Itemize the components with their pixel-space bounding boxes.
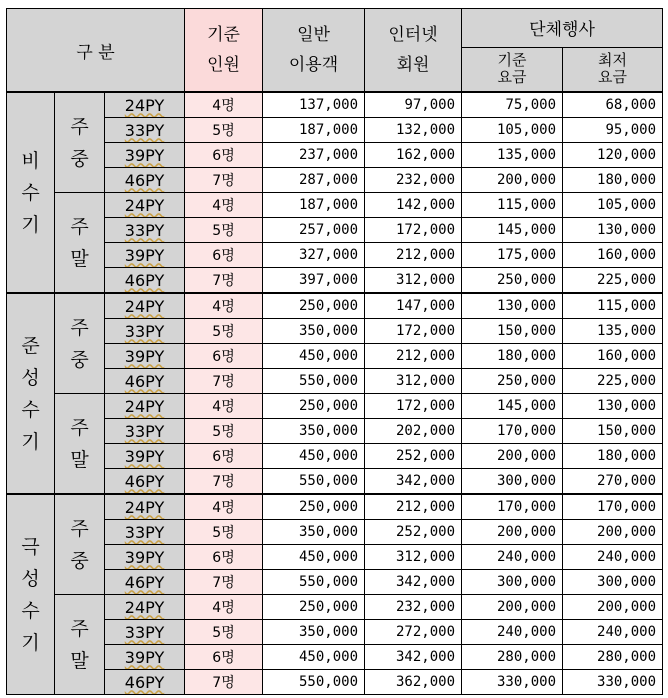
internet-rate-cell: 362,000 bbox=[365, 670, 462, 695]
group-base-rate-cell: 200,000 bbox=[462, 168, 563, 193]
group-min-rate-cell: 150,000 bbox=[563, 419, 663, 444]
season-label-char: 비 bbox=[21, 149, 40, 172]
season-label bbox=[7, 494, 55, 695]
group-min-rate-cell: 240,000 bbox=[563, 620, 663, 645]
internet-rate-cell: 272,000 bbox=[365, 620, 462, 645]
base-people-cell: 5명 bbox=[185, 620, 263, 645]
table-row bbox=[7, 670, 663, 695]
internet-rate-cell: 252,000 bbox=[365, 520, 462, 545]
table-row bbox=[7, 243, 663, 268]
room-size-cell: 33PY bbox=[105, 118, 185, 143]
season-label-char: 기 bbox=[21, 430, 40, 453]
group-base-rate-cell: 300,000 bbox=[462, 570, 563, 595]
room-size-cell: 46PY bbox=[105, 168, 185, 193]
group-base-rate-cell: 200,000 bbox=[462, 520, 563, 545]
base-people-cell: 5명 bbox=[185, 218, 263, 243]
table-row bbox=[7, 545, 663, 570]
period-label-char: 주 bbox=[70, 517, 89, 540]
table-row bbox=[7, 620, 663, 645]
general-rate-cell: 237,000 bbox=[263, 143, 365, 168]
period-label-char: 주 bbox=[70, 416, 89, 439]
room-size-cell: 24PY bbox=[105, 595, 185, 620]
group-base-rate-cell: 300,000 bbox=[462, 469, 563, 495]
internet-rate-cell: 172,000 bbox=[365, 319, 462, 344]
group-min-rate-cell: 330,000 bbox=[563, 670, 663, 695]
room-size-cell: 24PY bbox=[105, 293, 185, 319]
table-row bbox=[7, 394, 663, 419]
group-base-rate-cell: 180,000 bbox=[462, 344, 563, 369]
table-row bbox=[7, 268, 663, 294]
base-people-cell: 7명 bbox=[185, 268, 263, 294]
table-row bbox=[7, 92, 663, 118]
period-label-char: 중 bbox=[70, 348, 89, 371]
season-label-char: 극 bbox=[21, 535, 40, 558]
season-label-char: 수 bbox=[21, 398, 40, 421]
period-label-char: 말 bbox=[70, 448, 89, 471]
table-row bbox=[7, 118, 663, 143]
internet-rate-cell: 212,000 bbox=[365, 344, 462, 369]
room-size-cell: 24PY bbox=[105, 92, 185, 118]
header-group-min-line2: 요금 bbox=[598, 68, 628, 87]
base-people-cell: 7명 bbox=[185, 369, 263, 394]
header-group-base bbox=[462, 47, 563, 92]
internet-rate-cell: 232,000 bbox=[365, 168, 462, 193]
rate-table bbox=[6, 8, 663, 695]
internet-rate-cell: 312,000 bbox=[365, 268, 462, 294]
base-people-cell: 5명 bbox=[185, 319, 263, 344]
group-base-rate-cell: 250,000 bbox=[462, 369, 563, 394]
period-label-char: 중 bbox=[70, 147, 89, 170]
base-people-cell: 6명 bbox=[185, 545, 263, 570]
table-row bbox=[7, 143, 663, 168]
room-size-cell: 24PY bbox=[105, 494, 185, 520]
group-base-rate-cell: 175,000 bbox=[462, 243, 563, 268]
group-base-rate-cell: 240,000 bbox=[462, 620, 563, 645]
group-min-rate-cell: 115,000 bbox=[563, 293, 663, 319]
table-row bbox=[7, 444, 663, 469]
base-people-cell: 7명 bbox=[185, 168, 263, 193]
base-people-cell: 4명 bbox=[185, 193, 263, 218]
group-base-rate-cell: 145,000 bbox=[462, 218, 563, 243]
base-people-cell: 6명 bbox=[185, 143, 263, 168]
base-people-cell: 6명 bbox=[185, 645, 263, 670]
period-label bbox=[55, 92, 105, 193]
season-label-char: 수 bbox=[21, 181, 40, 204]
group-min-rate-cell: 225,000 bbox=[563, 369, 663, 394]
general-rate-cell: 187,000 bbox=[263, 118, 365, 143]
header-category: 구 분 bbox=[7, 9, 185, 93]
header-base-people bbox=[185, 9, 263, 93]
internet-rate-cell: 97,000 bbox=[365, 92, 462, 118]
header-internet bbox=[365, 9, 462, 93]
internet-rate-cell: 312,000 bbox=[365, 369, 462, 394]
period-label-char: 주 bbox=[70, 316, 89, 339]
internet-rate-cell: 232,000 bbox=[365, 595, 462, 620]
room-size-cell: 39PY bbox=[105, 344, 185, 369]
room-size-cell: 46PY bbox=[105, 268, 185, 294]
general-rate-cell: 550,000 bbox=[263, 369, 365, 394]
room-size-cell: 46PY bbox=[105, 369, 185, 394]
group-base-rate-cell: 250,000 bbox=[462, 268, 563, 294]
period-label-char: 말 bbox=[70, 247, 89, 270]
general-rate-cell: 550,000 bbox=[263, 469, 365, 495]
internet-rate-cell: 212,000 bbox=[365, 494, 462, 520]
group-base-rate-cell: 135,000 bbox=[462, 143, 563, 168]
base-people-cell: 5명 bbox=[185, 419, 263, 444]
general-rate-cell: 450,000 bbox=[263, 344, 365, 369]
internet-rate-cell: 162,000 bbox=[365, 143, 462, 168]
group-base-rate-cell: 330,000 bbox=[462, 670, 563, 695]
season-label-char: 기 bbox=[21, 213, 40, 236]
season-label-char: 성 bbox=[21, 366, 40, 389]
period-label bbox=[55, 293, 105, 394]
room-size-cell: 33PY bbox=[105, 419, 185, 444]
group-base-rate-cell: 75,000 bbox=[462, 92, 563, 118]
general-rate-cell: 250,000 bbox=[263, 494, 365, 520]
group-min-rate-cell: 170,000 bbox=[563, 494, 663, 520]
internet-rate-cell: 312,000 bbox=[365, 545, 462, 570]
header-group: 단체행사 bbox=[462, 9, 663, 48]
period-label bbox=[55, 595, 105, 695]
internet-rate-cell: 142,000 bbox=[365, 193, 462, 218]
group-min-rate-cell: 280,000 bbox=[563, 645, 663, 670]
internet-rate-cell: 172,000 bbox=[365, 218, 462, 243]
room-size-cell: 39PY bbox=[105, 444, 185, 469]
base-people-cell: 4명 bbox=[185, 595, 263, 620]
table-row bbox=[7, 520, 663, 545]
group-base-rate-cell: 200,000 bbox=[462, 444, 563, 469]
general-rate-cell: 327,000 bbox=[263, 243, 365, 268]
header-group-min bbox=[563, 47, 663, 92]
header-general-line2: 이용객 bbox=[288, 55, 339, 75]
table-row bbox=[7, 494, 663, 520]
period-label bbox=[55, 193, 105, 294]
group-min-rate-cell: 95,000 bbox=[563, 118, 663, 143]
internet-rate-cell: 132,000 bbox=[365, 118, 462, 143]
group-base-rate-cell: 280,000 bbox=[462, 645, 563, 670]
table-row bbox=[7, 369, 663, 394]
general-rate-cell: 450,000 bbox=[263, 545, 365, 570]
period-label-char: 주 bbox=[70, 115, 89, 138]
table-row bbox=[7, 193, 663, 218]
base-people-cell: 7명 bbox=[185, 670, 263, 695]
room-size-cell: 46PY bbox=[105, 670, 185, 695]
season-label-char: 기 bbox=[21, 631, 40, 654]
general-rate-cell: 350,000 bbox=[263, 419, 365, 444]
group-min-rate-cell: 160,000 bbox=[563, 243, 663, 268]
base-people-cell: 4명 bbox=[185, 293, 263, 319]
internet-rate-cell: 202,000 bbox=[365, 419, 462, 444]
header-general bbox=[263, 9, 365, 93]
season-label-char: 수 bbox=[21, 599, 40, 622]
room-size-cell: 46PY bbox=[105, 469, 185, 495]
season-label-char: 성 bbox=[21, 567, 40, 590]
table-row bbox=[7, 595, 663, 620]
general-rate-cell: 350,000 bbox=[263, 319, 365, 344]
table-row bbox=[7, 218, 663, 243]
base-people-cell: 6명 bbox=[185, 243, 263, 268]
header-group-base-line1: 기준 bbox=[497, 51, 527, 70]
group-base-rate-cell: 240,000 bbox=[462, 545, 563, 570]
internet-rate-cell: 212,000 bbox=[365, 243, 462, 268]
group-min-rate-cell: 300,000 bbox=[563, 570, 663, 595]
internet-rate-cell: 172,000 bbox=[365, 394, 462, 419]
group-base-rate-cell: 170,000 bbox=[462, 419, 563, 444]
header-group-min-line1: 최저 bbox=[598, 51, 628, 70]
season-label-char: 준 bbox=[21, 334, 40, 357]
period-label-char: 중 bbox=[70, 549, 89, 572]
general-rate-cell: 450,000 bbox=[263, 444, 365, 469]
season-label bbox=[7, 293, 55, 494]
group-min-rate-cell: 180,000 bbox=[563, 444, 663, 469]
group-min-rate-cell: 105,000 bbox=[563, 193, 663, 218]
general-rate-cell: 550,000 bbox=[263, 670, 365, 695]
group-min-rate-cell: 225,000 bbox=[563, 268, 663, 294]
room-size-cell: 33PY bbox=[105, 319, 185, 344]
group-min-rate-cell: 120,000 bbox=[563, 143, 663, 168]
table-row bbox=[7, 168, 663, 193]
table-row bbox=[7, 469, 663, 495]
internet-rate-cell: 342,000 bbox=[365, 469, 462, 495]
room-size-cell: 39PY bbox=[105, 545, 185, 570]
group-base-rate-cell: 200,000 bbox=[462, 595, 563, 620]
group-base-rate-cell: 145,000 bbox=[462, 394, 563, 419]
group-min-rate-cell: 160,000 bbox=[563, 344, 663, 369]
base-people-cell: 6명 bbox=[185, 444, 263, 469]
period-label-char: 주 bbox=[70, 617, 89, 640]
base-people-cell: 5명 bbox=[185, 118, 263, 143]
general-rate-cell: 137,000 bbox=[263, 92, 365, 118]
room-size-cell: 33PY bbox=[105, 620, 185, 645]
base-people-cell: 7명 bbox=[185, 469, 263, 495]
room-size-cell: 33PY bbox=[105, 520, 185, 545]
group-min-rate-cell: 135,000 bbox=[563, 319, 663, 344]
general-rate-cell: 397,000 bbox=[263, 268, 365, 294]
room-size-cell: 39PY bbox=[105, 645, 185, 670]
group-min-rate-cell: 180,000 bbox=[563, 168, 663, 193]
room-size-cell: 46PY bbox=[105, 570, 185, 595]
internet-rate-cell: 342,000 bbox=[365, 570, 462, 595]
group-min-rate-cell: 240,000 bbox=[563, 545, 663, 570]
general-rate-cell: 550,000 bbox=[263, 570, 365, 595]
table-row bbox=[7, 645, 663, 670]
header-general-line1: 일반 bbox=[297, 25, 330, 45]
internet-rate-cell: 342,000 bbox=[365, 645, 462, 670]
rate-table-body bbox=[7, 92, 663, 695]
period-label bbox=[55, 394, 105, 495]
table-row bbox=[7, 344, 663, 369]
header-group-base-line2: 요금 bbox=[497, 68, 527, 87]
group-min-rate-cell: 270,000 bbox=[563, 469, 663, 495]
base-people-cell: 4명 bbox=[185, 394, 263, 419]
table-row bbox=[7, 419, 663, 444]
group-min-rate-cell: 130,000 bbox=[563, 394, 663, 419]
table-row bbox=[7, 319, 663, 344]
header-base-people-line2: 인원 bbox=[207, 55, 240, 75]
base-people-cell: 5명 bbox=[185, 520, 263, 545]
group-min-rate-cell: 130,000 bbox=[563, 218, 663, 243]
base-people-cell: 6명 bbox=[185, 344, 263, 369]
general-rate-cell: 257,000 bbox=[263, 218, 365, 243]
room-size-cell: 39PY bbox=[105, 243, 185, 268]
internet-rate-cell: 252,000 bbox=[365, 444, 462, 469]
header-internet-line1: 인터넷 bbox=[388, 25, 438, 45]
group-base-rate-cell: 130,000 bbox=[462, 293, 563, 319]
internet-rate-cell: 147,000 bbox=[365, 293, 462, 319]
header-base-people-line1: 기준 bbox=[207, 25, 240, 45]
general-rate-cell: 350,000 bbox=[263, 620, 365, 645]
period-label-char: 주 bbox=[70, 215, 89, 238]
group-min-rate-cell: 200,000 bbox=[563, 595, 663, 620]
room-size-cell: 39PY bbox=[105, 143, 185, 168]
period-label-char: 말 bbox=[70, 649, 89, 672]
base-people-cell: 4명 bbox=[185, 494, 263, 520]
general-rate-cell: 350,000 bbox=[263, 520, 365, 545]
base-people-cell: 4명 bbox=[185, 92, 263, 118]
general-rate-cell: 187,000 bbox=[263, 193, 365, 218]
general-rate-cell: 250,000 bbox=[263, 595, 365, 620]
table-row bbox=[7, 570, 663, 595]
table-row bbox=[7, 293, 663, 319]
general-rate-cell: 250,000 bbox=[263, 394, 365, 419]
period-label bbox=[55, 494, 105, 595]
group-min-rate-cell: 200,000 bbox=[563, 520, 663, 545]
group-base-rate-cell: 150,000 bbox=[462, 319, 563, 344]
group-base-rate-cell: 105,000 bbox=[462, 118, 563, 143]
group-base-rate-cell: 170,000 bbox=[462, 494, 563, 520]
room-size-cell: 33PY bbox=[105, 218, 185, 243]
base-people-cell: 7명 bbox=[185, 570, 263, 595]
room-size-cell: 24PY bbox=[105, 193, 185, 218]
general-rate-cell: 287,000 bbox=[263, 168, 365, 193]
general-rate-cell: 450,000 bbox=[263, 645, 365, 670]
group-min-rate-cell: 68,000 bbox=[563, 92, 663, 118]
room-size-cell: 24PY bbox=[105, 394, 185, 419]
header-internet-line2: 회원 bbox=[396, 55, 430, 75]
group-base-rate-cell: 115,000 bbox=[462, 193, 563, 218]
season-label bbox=[7, 92, 55, 293]
general-rate-cell: 250,000 bbox=[263, 293, 365, 319]
